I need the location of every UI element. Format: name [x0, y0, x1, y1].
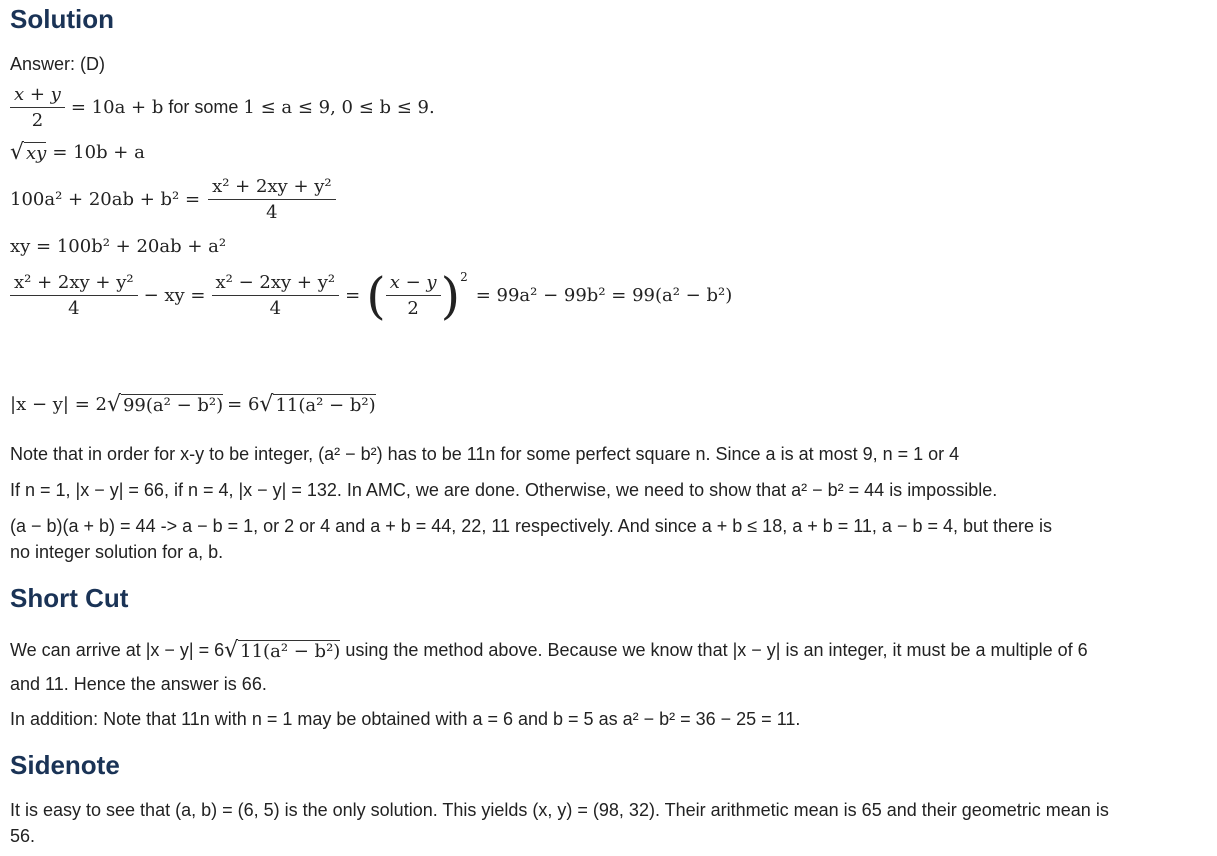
fraction: $\frac{\text{x² + 2xy + y²}}{4}$ — [10, 272, 138, 319]
answer-text: Answer: (D) — [10, 54, 106, 74]
sidenote-heading: Sidenote — [10, 750, 120, 780]
fraction: $\frac{x - y}{2}$ — [386, 272, 441, 319]
equation-4: xy = 100b² + 20ab + a² — [10, 236, 227, 257]
sqrt-sign: √ — [224, 638, 239, 663]
sqrt-sign: √ — [10, 140, 25, 165]
solution-heading: Solution — [10, 4, 114, 34]
sqrt-sign: √ — [106, 392, 121, 417]
fraction: $\frac{x + y}{2}$ — [10, 84, 65, 131]
left-paren: ( — [366, 266, 386, 325]
fraction: $\frac{\text{x² − 2xy + y²}}{4}$ — [212, 272, 340, 319]
equation-1: $\frac{x + y}{2}$ = 10a + b for some 1 ≤ a ≤ 9, 0 ≤ b ≤ 9. — [10, 84, 435, 131]
equation-2: √ xy = 10b + a — [10, 140, 145, 165]
right-paren: ) — [440, 266, 461, 325]
short-cut-paragraph-continued: and 11. Hence the answer is 66. — [10, 674, 267, 694]
note-3-continued: no integer solution for a, b. — [10, 542, 224, 562]
sqrt-sign: √ — [259, 392, 274, 417]
equation-6: |x − y| = 2 √ 99(a² − b²) = 6 √ 11(a² − b²) — [10, 392, 376, 417]
short-cut-addition: In addition: Note that 11n with n = 1 may be obtained with a = 6 and b = 5 as a² − b² = 36 − 25 = 11. — [10, 709, 801, 729]
short-cut-heading: Short Cut — [10, 583, 129, 613]
equation-3: 100a² + 20ab + b² = $\frac{\text{x² + 2xy + y²}}{4}$ — [10, 176, 336, 223]
note-1: Note that in order for x-y to be integer, (a² − b²) has to be 11n for some perfect square n. Since a is at most 9, n = 1 or 4 — [10, 444, 960, 464]
note-2: If n = 1, |x − y| = 66, if n = 4, |x − y| = 132. In AMC, we are done. Otherwise, we need to show that a² − b² = 44 is impossible. — [10, 480, 998, 500]
short-cut-paragraph: We can arrive at |x − y| = 6 √ 11(a² − b²) using the method above. Because we know that |x − y| is an integer, it must be a multiple of 6 — [10, 638, 1088, 663]
note-3: (a − b)(a + b) = 44 -> a − b = 1, or 2 or 4 and a + b = 44, 22, 11 respectively. And since a + b ≤ 18, a + b = 11, a − b = 4, but there is — [10, 516, 1053, 536]
equation-5: $\frac{\text{x² + 2xy + y²}}{4}$ − xy = $\frac{\text{x² − 2xy + y²}}{4}$ = ( $\frac{x - y}{2}$ ) 2 = 99a² − 99b² = 99(a² − b²) — [10, 272, 732, 319]
sidenote-paragraph: It is easy to see that (a, b) = (6, 5) is the only solution. This yields (x, y) = (98, 32). Their arithmetic mean is 65 and their geometric mean is — [10, 800, 1109, 820]
fraction: $\frac{\text{x² + 2xy + y²}}{4}$ — [208, 176, 336, 223]
sidenote-paragraph-continued: 56. — [10, 826, 36, 846]
